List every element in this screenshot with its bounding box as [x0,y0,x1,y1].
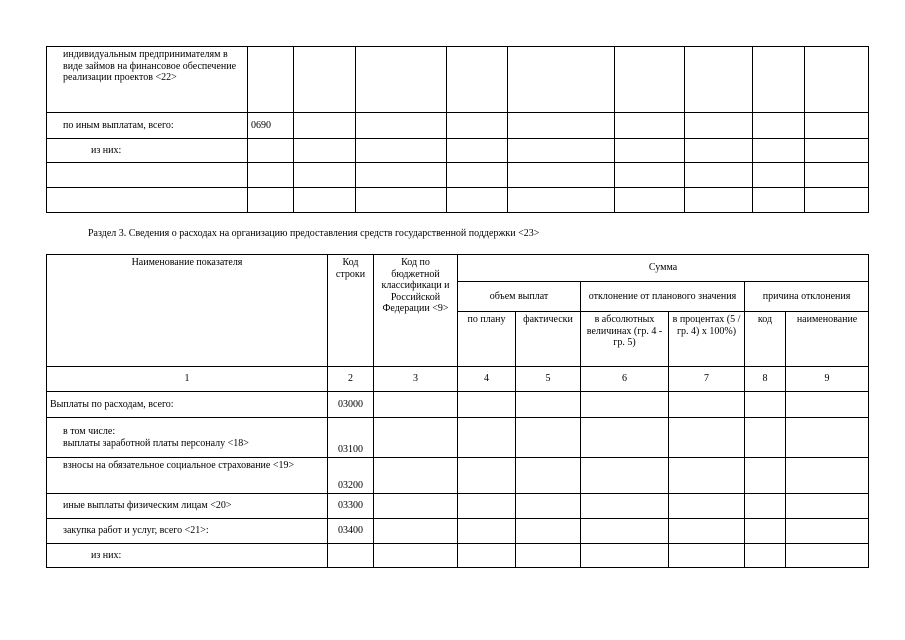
column-number: 4 [458,367,516,392]
row-name: взносы на обязательное социальное страхование <19> [47,458,328,494]
header-deviation: отклонение от планового значения [581,282,745,312]
column-number: 8 [745,367,786,392]
header-code: Код строки [328,255,374,367]
row-name-line: в том числе: [63,426,116,437]
table-row [47,519,869,544]
row-code [248,163,294,188]
row-name-line: выплаты заработной платы персоналу <18> [63,437,249,449]
header-sum: Сумма [458,255,869,282]
row-code: 03000 [328,392,374,418]
header-reason: причина отклонения [745,282,869,312]
row-name [47,188,248,213]
header-budget-code: Код по бюджетной классификаци и Российской Федерации <9> [374,255,458,367]
row-code: 0690 [248,113,294,139]
table-row [47,494,869,519]
row-name [47,163,248,188]
table-row [47,47,869,113]
row-name: по иным выплатам, всего: [47,113,248,139]
row-name [47,418,328,458]
column-number: 5 [516,367,581,392]
header-abs: в абсолютных величинах (гр. 4 - гр. 5) [581,312,669,367]
header-reason-name: наименование [786,312,869,367]
row-code [248,139,294,163]
row-code [248,47,294,113]
row-code: 03300 [328,494,374,519]
row-code: 03100 [328,418,374,458]
section-title: Раздел 3. Сведения о расходах на организацию предоставления средств государственной поддержки <23> [88,228,540,239]
column-number: 2 [328,367,374,392]
table-row [47,163,869,188]
table-row [47,418,869,458]
header-actual: фактически [516,312,581,367]
table-row [47,139,869,163]
column-number: 1 [47,367,328,392]
column-numbers-row [47,367,869,392]
row-code: 03400 [328,519,374,544]
column-number: 3 [374,367,458,392]
header-percent: в процентах (5 / гр. 4) x 100%) [669,312,745,367]
row-name: индивидуальным предпринимателям в виде займов на финансовое обеспечение реализации проектов <22> [47,47,248,113]
header-name: Наименование показателя [47,255,328,367]
column-number: 7 [669,367,745,392]
expenses-table [46,254,869,568]
table-row [47,458,869,494]
top-table [46,46,869,213]
header-plan: по плану [458,312,516,367]
table-row [47,188,869,213]
table-row [47,392,869,418]
row-name: из них: [47,139,248,163]
column-number: 6 [581,367,669,392]
row-name: Выплаты по расходам, всего: [47,392,328,418]
column-number: 9 [786,367,869,392]
header-reason-code: код [745,312,786,367]
row-code [248,188,294,213]
row-name: закупка работ и услуг, всего <21>: [47,519,328,544]
header-payments-volume: объем выплат [458,282,581,312]
row-name: иные выплаты физическим лицам <20> [47,494,328,519]
table-row [47,113,869,139]
table-row [47,544,869,568]
row-code [328,544,374,568]
row-name: из них: [47,544,328,568]
row-code: 03200 [328,458,374,494]
